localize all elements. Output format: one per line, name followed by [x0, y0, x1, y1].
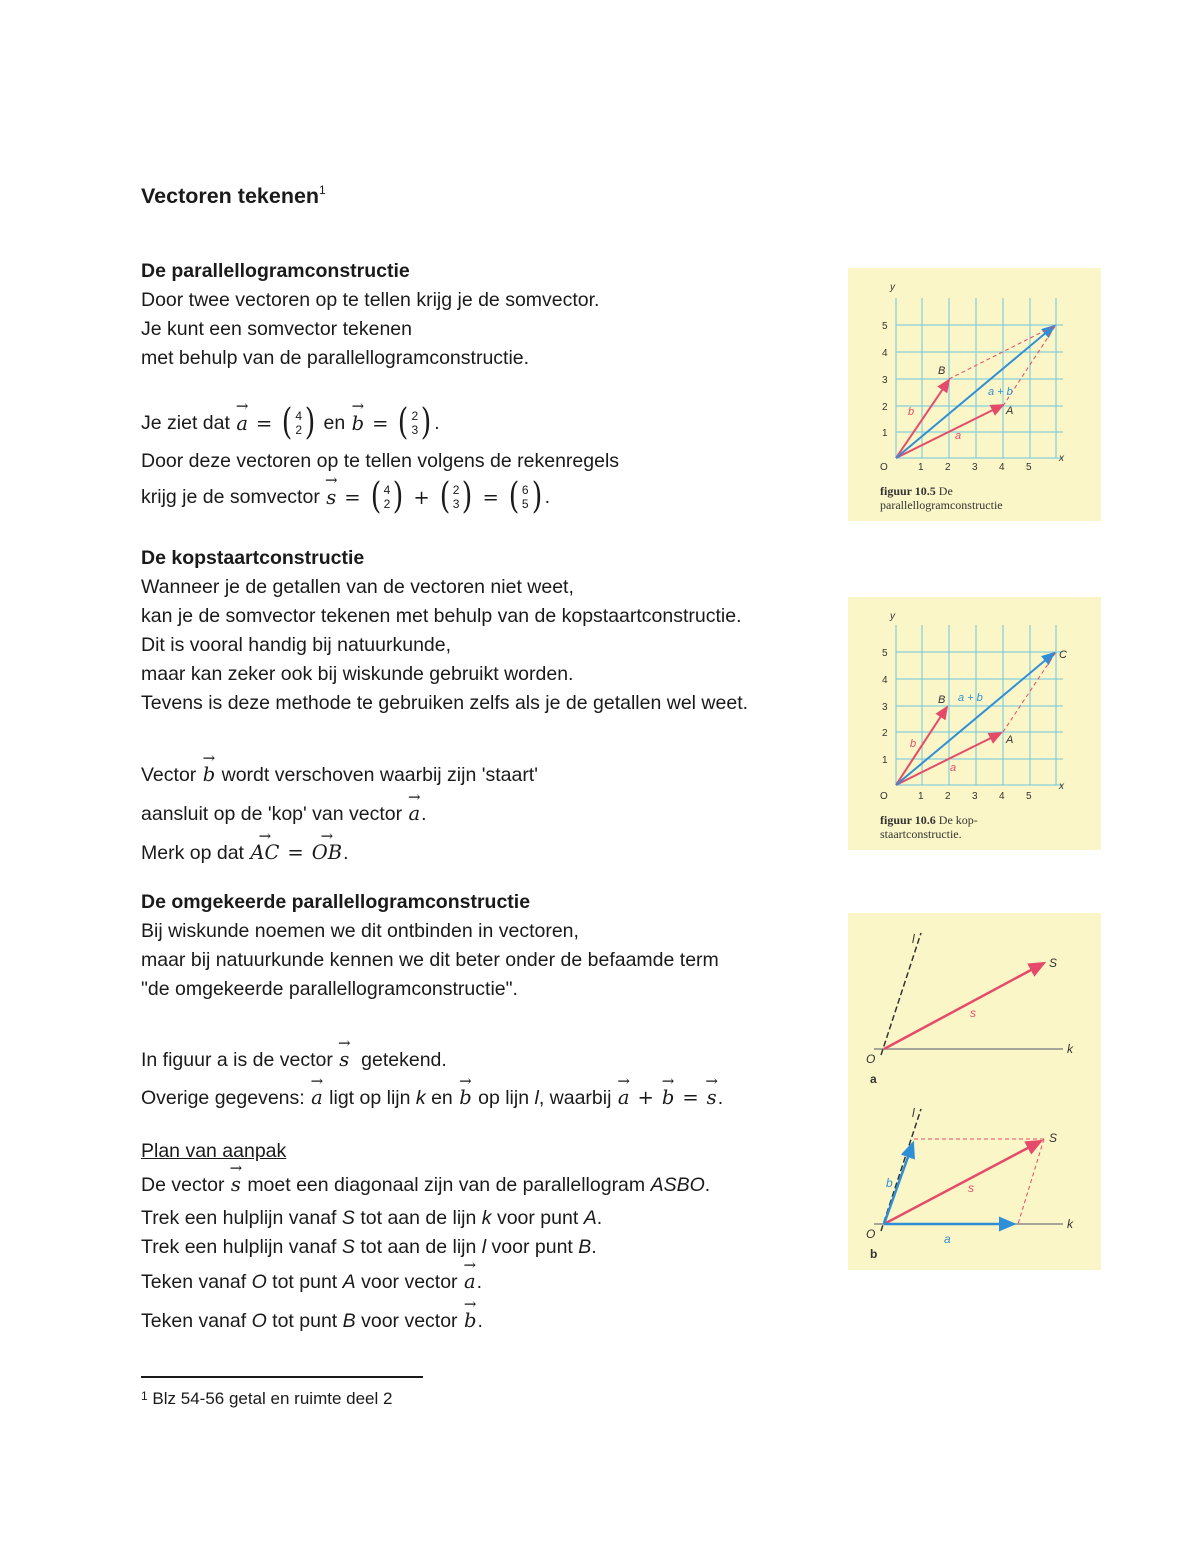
a-label: a: [955, 430, 962, 442]
y-tick: 5: [882, 321, 888, 332]
column-vector-b: ( 2 3 ): [398, 402, 432, 443]
point-A-label: A: [1006, 734, 1014, 746]
footnote-ref[interactable]: 1: [319, 183, 326, 197]
label-O: O: [866, 1227, 876, 1241]
vector-b: → b: [351, 409, 365, 438]
paragraph-line: Door twee vectoren op te tellen krijg je de somvector.: [141, 289, 600, 311]
paragraph-line: Je kunt een somvector tekenen: [141, 318, 412, 340]
figure-omgekeerd-a: [848, 913, 1101, 1091]
section-heading-kopstaart: De kopstaartconstructie: [141, 547, 365, 569]
axis-x-label: x: [1059, 781, 1064, 792]
x-tick: 1: [918, 791, 924, 802]
paragraph-line: met behulp van de parallellogramconstructie.: [141, 347, 530, 369]
formula-line-vectors: Je ziet dat → a = ( 4 2 ) en → b = ( 2 3 ) .: [141, 402, 831, 444]
grid: [896, 298, 1063, 458]
label-S: S: [1049, 956, 1058, 970]
axis-y-label: y: [890, 611, 895, 622]
point-B-label: B: [938, 365, 946, 377]
y-tick: 1: [882, 755, 888, 766]
axis-x-label: x: [1059, 453, 1064, 464]
section-heading-parallellogram: De parallellogramconstructie: [141, 260, 410, 282]
paragraph-line: Teken vanaf O tot punt A voor vector → a.: [141, 1262, 831, 1302]
x-tick: 3: [972, 791, 978, 802]
x-tick: 1: [918, 462, 924, 473]
figure-parallellogram: y x O 1 2 3 4 5 1 2 3 4 5 A B a + b a b figuur 10.5 De parallellogramconstructie: [848, 268, 1101, 521]
label-l: l: [912, 1106, 915, 1120]
x-tick: 5: [1026, 462, 1032, 473]
label-k: k: [1067, 1217, 1073, 1231]
vector-AC: → AC: [249, 834, 280, 872]
paragraph-line: Tevens is deze methode te gebruiken zelfs als je de getallen wel weet.: [141, 692, 749, 714]
y-tick: 3: [882, 375, 888, 386]
footnote-separator: [141, 1376, 423, 1378]
point-B-label: B: [938, 694, 946, 706]
axis-y-label: y: [890, 282, 895, 293]
b-label: b: [908, 406, 915, 418]
figure-omgekeerd-b-svg: [848, 1091, 1101, 1270]
section-heading-omgekeerd: De omgekeerde parallellogramconstructie: [141, 891, 531, 913]
x-tick: 4: [999, 791, 1005, 802]
y-tick: 1: [882, 428, 888, 439]
y-tick: 5: [882, 648, 888, 659]
paragraph-line: Trek een hulplijn vanaf S tot aan de lijn l voor punt B.: [141, 1236, 597, 1258]
y-tick: 4: [882, 348, 888, 359]
paragraph-line: aansluit op de 'kop' van vector → a.: [141, 794, 831, 834]
paragraph-line: Door deze vectoren op te tellen volgens de rekenregels: [141, 450, 620, 472]
label-s: s: [968, 1181, 974, 1195]
label-b: b: [886, 1176, 893, 1190]
label-k: k: [1067, 1042, 1073, 1056]
vector-s: → s: [325, 483, 337, 512]
paragraph-line: maar bij natuurkunde kennen we dit beter onder de befaamde term: [141, 949, 719, 971]
text-column: [141, 175, 831, 1340]
point-C-label: C: [1059, 649, 1067, 661]
sub-label-a: a: [870, 1072, 877, 1086]
paragraph-line: Merk op dat → AC =→ OB.: [141, 834, 831, 872]
vector-OB: → OB: [311, 834, 343, 872]
sum-label: a + b: [958, 692, 983, 704]
line-l: [881, 933, 921, 1055]
caption-number: figuur 10.6: [880, 813, 936, 827]
x-tick: 2: [945, 791, 951, 802]
origin-label: O: [880, 791, 888, 802]
column-vector-s: ( 6 5 ): [508, 476, 542, 517]
y-tick: 3: [882, 702, 888, 713]
paragraph-line: "de omgekeerde parallellogramconstructie".: [141, 978, 518, 1000]
paragraph-line: kan je de somvector tekenen met behulp van de kopstaartconstructie.: [141, 605, 742, 627]
sub-label-b: b: [870, 1247, 878, 1261]
label-s: s: [970, 1006, 976, 1020]
paragraph-line: Bij wiskunde noemen we dit ontbinden in vectoren,: [141, 920, 579, 942]
paragraph-line: De vector → s moet een diagonaal zijn van de parallellogram ASBO.: [141, 1166, 831, 1204]
figure-omgekeerd-a-svg: [848, 913, 1101, 1091]
label-a: a: [944, 1232, 951, 1246]
label-O: O: [866, 1052, 876, 1066]
caption-number: figuur 10.5: [880, 484, 936, 498]
paragraph-line: Trek een hulplijn vanaf S tot aan de lijn k voor punt A.: [141, 1207, 603, 1229]
x-tick: 3: [972, 462, 978, 473]
x-tick: 4: [999, 462, 1005, 473]
paragraph-line: Vector → b wordt verschoven waarbij zijn 'staart': [141, 756, 831, 794]
y-tick: 2: [882, 728, 888, 739]
vector-s-arrow: [884, 963, 1044, 1049]
b-label: b: [910, 738, 917, 750]
paragraph-line: maar kan zeker ook bij wiskunde gebruikt worden.: [141, 663, 574, 685]
paragraph-line: Dit is vooral handig bij natuurkunde,: [141, 634, 452, 656]
grid: [896, 625, 1063, 785]
figure-kopstaart: y x O 1 2 3 4 5 1 2 3 4 5 A B C a + b a b figuur 10.6 De kop- staartconstructie.: [848, 597, 1101, 850]
paragraph-line: Overige gegevens: → a ligt op lijn k en → b op lijn l, waarbij → a +→ b =→ s.: [141, 1079, 831, 1117]
y-tick: 4: [882, 675, 888, 686]
y-tick: 2: [882, 402, 888, 413]
origin-label: O: [880, 462, 888, 473]
label-l: l: [912, 932, 915, 946]
page-title: Vectoren tekenen$^1$: [141, 183, 326, 208]
a-label: a: [950, 762, 957, 774]
caption-text: parallellogramconstructie: [880, 498, 1003, 512]
vector-s-arrow: [884, 1141, 1041, 1224]
paragraph-line: In figuur a is de vector → s getekend.: [141, 1041, 831, 1079]
paragraph-line: Wanneer je de getallen van de vectoren niet weet,: [141, 576, 574, 598]
figure-omgekeerd-b: [848, 1091, 1101, 1270]
x-tick: 5: [1026, 791, 1032, 802]
x-tick: 2: [945, 462, 951, 473]
plan-heading: Plan van aanpak: [141, 1140, 287, 1162]
label-S: S: [1049, 1131, 1058, 1145]
vector-a: → a: [235, 409, 249, 438]
column-vector-a: ( 4 2 ): [282, 402, 316, 443]
formula-line-sum: krijg je de somvector → s = ( 4 2 ) + ( 2 3 ) = ( 6 5 ) .: [141, 476, 831, 518]
caption-text: staartconstructie.: [880, 827, 962, 841]
sum-label: a + b: [988, 386, 1013, 398]
point-A-label: A: [1006, 405, 1014, 417]
paragraph-line: Teken vanaf O tot punt B voor vector → b.: [141, 1302, 831, 1340]
footnote: $^1$ Blz 54-56 getal en ruimte deel 2: [141, 1389, 393, 1408]
